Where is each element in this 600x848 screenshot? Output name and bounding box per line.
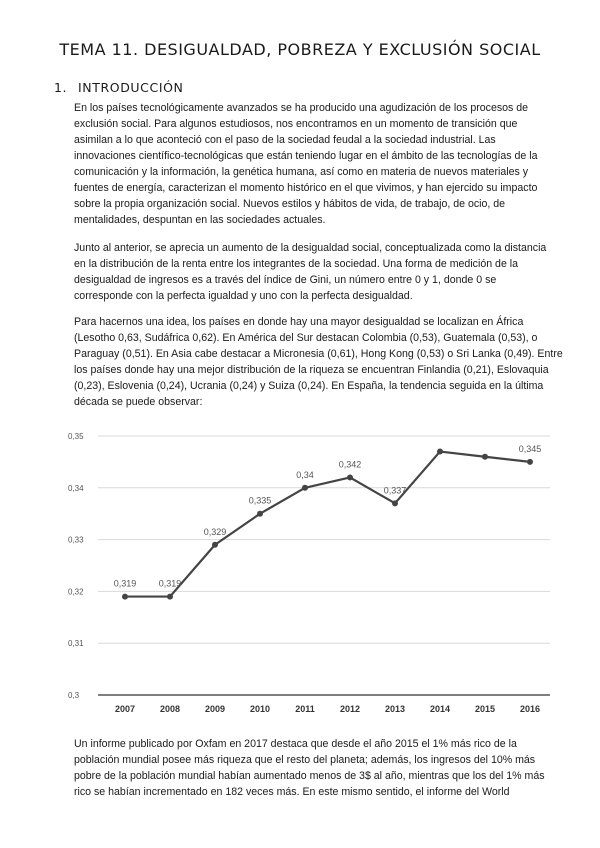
x-tick-label: 2011	[295, 704, 315, 714]
section-number: 1.	[54, 80, 68, 95]
gini-line-chart	[60, 420, 560, 720]
y-tick-label: 0,33	[68, 535, 84, 545]
text-line: comunicación y la información, la genética humana, así como en materia de nuevos materiales y	[74, 166, 529, 178]
data-label: 0,335	[248, 495, 272, 506]
text-line: rico se habían incrementado en 182 veces más. En este mismo sentido, el informe del World	[74, 786, 510, 798]
section-heading	[54, 80, 184, 95]
data-label: 0,342	[338, 459, 362, 470]
data-point	[302, 485, 308, 491]
data-label: 0,319	[158, 578, 182, 589]
text-line: exclusión social. Para algunos estudiosos, nos encontramos en un momento de transición que	[74, 118, 518, 130]
data-point	[167, 594, 173, 600]
x-tick-label: 2010	[249, 704, 271, 714]
text-line: en la distribución de la renta entre los integrantes de la sociedad. Una forma de medición de la	[74, 258, 519, 270]
text-line: población mundial posee más riqueza que el resto del planeta; además, los ingresos del 10% más	[74, 754, 536, 766]
text-line: (0,23), Eslovenia (0,24), Ucrania (0,24) y Suiza (0,24). En España, la tendencia seguida en la última	[74, 380, 544, 392]
data-point	[482, 454, 488, 460]
series-line	[125, 452, 530, 597]
paragraph-countries	[74, 314, 563, 410]
x-tick-label: 2014	[429, 704, 451, 714]
section-title: INTRODUCCIÓN	[78, 80, 184, 95]
text-line: En los países tecnológicamente avanzados se ha producido una agudización de los procesos de	[74, 102, 529, 114]
page-title: TEMA 11. DESIGUALDAD, POBREZA Y EXCLUSIÓN SOCIAL	[59, 40, 541, 59]
y-tick-label: 0,31	[68, 639, 84, 649]
text-line: fuentes de energía, caracterizan el momento histórico en el que vivimos, y han ejercido su impacto	[74, 182, 538, 194]
text-line: mentalidades, despuntan en las sociedades actuales.	[74, 214, 326, 226]
y-tick-label: 0,34	[68, 483, 84, 493]
text-line: Un informe publicado por Oxfam en 2017 destaca que desde el año 2015 el 1% más rico de la	[74, 738, 517, 750]
x-tick-label: 2008	[159, 704, 181, 714]
x-tick-label: 2013	[384, 704, 406, 714]
data-point	[212, 542, 218, 548]
text-line: corresponde con la perfecta igualdad y uno con la perfecta desigualdad.	[74, 290, 413, 302]
text-line: innovaciones científico-tecnológicas que están teniendo lugar en el ámbito de las tecnologías de la	[74, 150, 538, 162]
data-label: 0,319	[113, 578, 137, 589]
text-line: pobre de la población mundial habían aumentado menos de 3$ al año, mientras que los del 1% más	[74, 770, 545, 782]
x-tick-label: 2016	[519, 704, 541, 714]
data-label: 0,329	[203, 526, 227, 537]
data-point	[527, 459, 533, 465]
paragraph-intro	[74, 100, 540, 228]
paragraph-oxfam	[74, 736, 545, 800]
text-line: Junto al anterior, se aprecia un aumento de la desigualdad social, conceptualizada como la distancia	[74, 242, 547, 254]
text-line: década se puede observar:	[74, 396, 203, 408]
data-point	[437, 449, 443, 455]
y-tick-label: 0,32	[68, 587, 84, 597]
x-tick-label: 2009	[204, 704, 226, 714]
x-tick-label: 2007	[114, 704, 136, 714]
x-tick-label: 2012	[339, 704, 361, 714]
text-line: asimilan a lo que aconteció con el paso de la sociedad feudal a la sociedad industrial. Las	[74, 134, 496, 146]
text-line: Para hacernos una idea, los países en donde hay una mayor desigualdad se localizan en África	[74, 316, 524, 328]
text-line: Paraguay (0,51). En Asia cabe destacar a Micronesia (0,61), Hong Kong (0,53) o Sri Lanka (0,49). Entre	[74, 348, 563, 360]
text-line: desigualdad de ingresos es a través del índice de Gini, un número entre 0 y 1, donde 0 se	[74, 274, 497, 286]
text-line: los países donde hay una mejor distribución de la riqueza se encuentran Finlandia (0,21), Eslovaquia	[74, 364, 549, 376]
text-line: sobre la propia organización social. Nuevos estilos y hábitos de vida, de trabajo, de ocio, de	[74, 198, 506, 210]
text-line: (Lesotho 0,63, Sudáfrica 0,62). En América del Sur destacan Colombia (0,53), Guatemala (0,53), o	[74, 332, 538, 344]
x-tick-label: 2015	[474, 704, 496, 714]
data-label: 0,345	[518, 443, 542, 454]
data-point	[257, 511, 263, 517]
data-point	[122, 594, 128, 600]
data-label: 0,34	[296, 469, 314, 480]
y-tick-label: 0,3	[68, 691, 80, 700]
data-point	[347, 474, 353, 480]
data-point	[392, 500, 398, 506]
data-label: 0,337	[383, 485, 407, 496]
y-tick-label: 0,35	[68, 432, 84, 441]
paragraph-gini	[74, 240, 547, 304]
